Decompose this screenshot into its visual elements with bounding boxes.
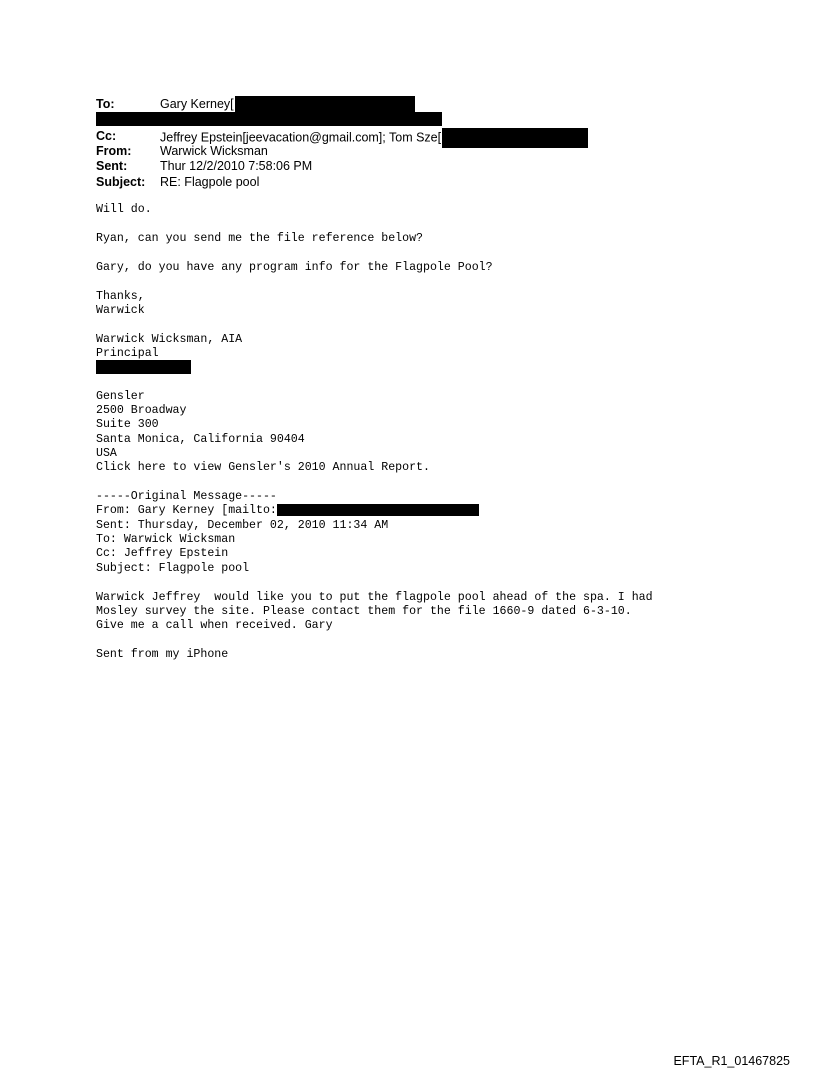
original-body-line: Warwick Jeffrey would like you to put the flagpole pool ahead of the spa. I had: [96, 591, 653, 604]
signature-company: Gensler: [96, 390, 145, 403]
redaction-block: [96, 360, 191, 374]
signature-city: Santa Monica, California 90404: [96, 433, 305, 446]
original-body-line: Mosley survey the site. Please contact them for the file 1660-9 dated 6-3-10.: [96, 605, 632, 618]
body-line: Ryan, can you send me the file reference below?: [96, 232, 423, 245]
to-value: [160, 96, 415, 113]
original-body-line: Give me a call when received. Gary: [96, 619, 333, 632]
signature-street: 2500 Broadway: [96, 404, 187, 417]
body-line: Gary, do you have any program info for the Flagpole Pool?: [96, 261, 493, 274]
to-recipient: Gary Kerney[: [160, 97, 234, 111]
to-label: To:: [96, 97, 115, 111]
original-from-text: From: Gary Kerney [mailto:: [96, 504, 277, 518]
document-id: EFTA_R1_01467825: [673, 1054, 790, 1068]
original-sent: Sent: Thursday, December 02, 2010 11:34 AM: [96, 519, 389, 532]
original-separator: -----Original Message-----: [96, 490, 277, 503]
signature-title: Principal: [96, 347, 159, 360]
original-from: [96, 504, 479, 518]
original-to: To: Warwick Wicksman: [96, 533, 236, 546]
signature-name: Warwick Wicksman, AIA: [96, 333, 243, 346]
cc-label: Cc:: [96, 129, 117, 143]
redaction-block: [442, 128, 588, 148]
original-subject: Subject: Flagpole pool: [96, 562, 250, 575]
from-label: From:: [96, 144, 132, 158]
subject-value: RE: Flagpole pool: [160, 175, 260, 189]
cc-recipients: Jeffrey Epstein[jeevacation@gmail.com]; Tom Sze[: [160, 130, 442, 145]
redaction-block: [277, 504, 479, 516]
annual-report-link[interactable]: Click here to view Gensler's 2010 Annual Report.: [96, 461, 430, 474]
from-value: Warwick Wicksman: [160, 144, 268, 158]
redaction-block: [235, 96, 415, 113]
redaction-block: [96, 112, 442, 126]
signature-country: USA: [96, 447, 117, 460]
sent-from-signature: Sent from my iPhone: [96, 648, 229, 661]
subject-label: Subject:: [96, 175, 146, 189]
body-line: Thanks,: [96, 290, 145, 303]
original-cc: Cc: Jeffrey Epstein: [96, 547, 229, 560]
body-line: Will do.: [96, 203, 152, 216]
body-line: Warwick: [96, 304, 145, 317]
sent-label: Sent:: [96, 159, 128, 173]
signature-suite: Suite 300: [96, 418, 159, 431]
sent-value: Thur 12/2/2010 7:58:06 PM: [160, 159, 313, 173]
